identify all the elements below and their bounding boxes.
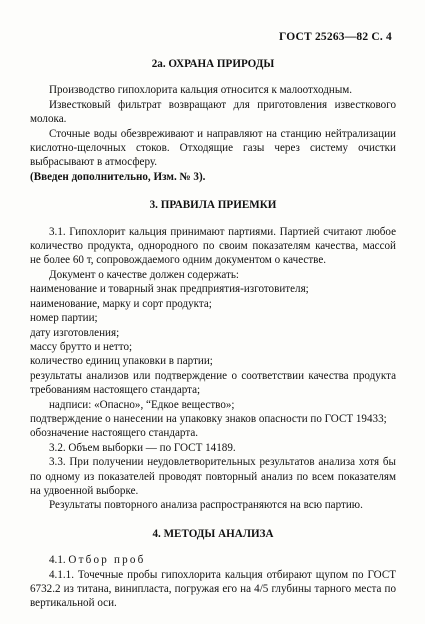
quality-document-item: результаты анализов или подтверждение о соответствии качества продукта требованиям настоящего стандарта;	[30, 369, 396, 397]
quality-document-item: наименование и товарный знак предприятия-изготовителя;	[30, 283, 309, 296]
quality-document-item: подтверждение о нанесении на упаковку знаков опасности по ГОСТ 19433;	[30, 412, 387, 425]
quality-document-item: дату изготовления;	[30, 326, 120, 339]
subsection-4-1-number: 4.1.	[49, 554, 66, 567]
section-2a-title: 2а. ОХРАНА ПРИРОДЫ	[151, 58, 275, 70]
section-2a-paragraph-3: Сточные воды обезвреживают и направляют на станцию нейтрализации кислотно-щелочных стоков. Отходящие газы через систему очистки выбрасывают в атмосферу.	[30, 127, 396, 169]
clause-3-3-continuation: Результаты повторного анализа распространяются на всю партию.	[49, 499, 363, 512]
section-2a-paragraph-1: Производство гипохлорита кальция относится к малоотходным.	[49, 84, 353, 97]
section-3-title: 3. ПРАВИЛА ПРИЕМКИ	[149, 199, 277, 212]
quality-document-intro: Документ о качестве должен содержать:	[49, 268, 239, 281]
subsection-4-1-title: Отбор проб	[68, 554, 146, 567]
quality-document-item: обозначение настоящего стандарта.	[30, 427, 199, 440]
page-header: ГОСТ 25263—82 С. 4	[279, 31, 392, 43]
amendment-note: (Введен дополнительно, Изм. № 3).	[30, 170, 206, 183]
quality-document-item: надписи: «Опасно», “Едкое вещество»;	[49, 398, 235, 411]
page-content	[30, 57, 396, 611]
quality-document-item: наименование, марку и сорт продукта;	[30, 297, 212, 310]
clause-3-3: 3.3. При получении неудовлетворительных результатов анализа хотя бы по одному из показателей проводят повторный анализ по всем показателям на удвоенной выборке.	[30, 456, 396, 497]
quality-document-item: массу брутто и нетто;	[30, 340, 133, 353]
clause-3-1: 3.1. Гипохлорит кальция принимают партиями. Партией считают любое количество продукта, однородного по своим показателям качества, массой не более 60 т, сопровождаемого одним документом о качестве.	[30, 225, 396, 267]
section-4-title: 4. МЕТОДЫ АНАЛИЗА	[152, 527, 274, 540]
quality-document-item: номер партии;	[30, 312, 98, 325]
section-2a-paragraph-2: Известковый фильтрат возвращают для приготовления известкового молока.	[30, 98, 396, 126]
subsection-4-1-heading	[30, 553, 396, 567]
quality-document-item: количество единиц упаковки в партии;	[30, 355, 213, 368]
clause-4-1-1: 4.1.1. Точечные пробы гипохлорита кальция отбирают щупом по ГОСТ 6732.2 из титана, винипласта, погружая его на 4/5 глубины тарного места по вертикальной оси.	[30, 568, 396, 610]
clause-3-2: 3.2. Объем выборки — по ГОСТ 14189.	[49, 441, 236, 454]
